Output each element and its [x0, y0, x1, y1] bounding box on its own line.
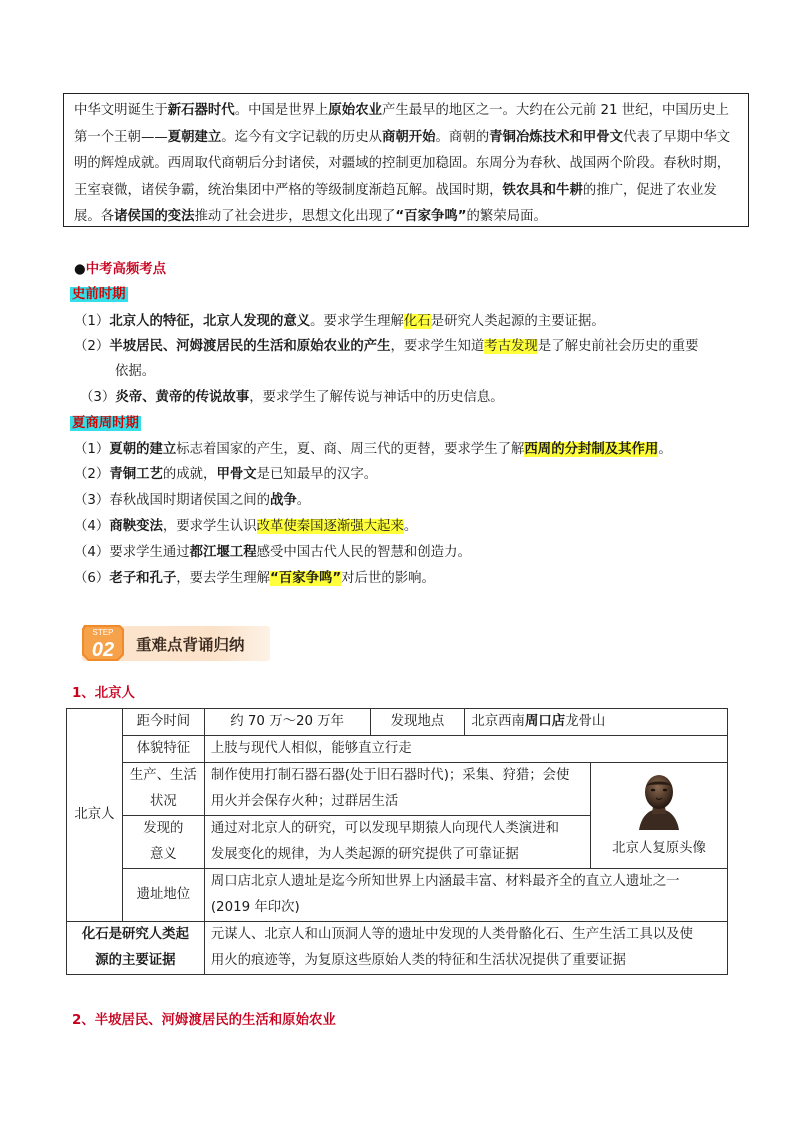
peking-man-table	[66, 708, 728, 975]
item-text: 对后世的影响。	[341, 571, 435, 586]
intro-text: 代表了早期中华文明的辉煌成就。西周取代商朝后分封诸侯，对疆域的控制更加稳固。东周分为春秋、战国两个阶段。春秋时期，王室衰微，诸侯争霸，统治集团中严格的等级制度渐趋瓦解。战国时期，	[74, 129, 731, 198]
table-row	[67, 709, 728, 736]
intro-bold: 诸侯国的变法	[114, 209, 195, 225]
intro-bold: 商朝开始	[381, 129, 436, 145]
list-item	[74, 310, 605, 329]
table-cell	[204, 763, 590, 816]
item-highlight: 化石	[403, 314, 431, 329]
cell-line: 发展变化的规律，为人类起源的研究提供了可靠证据	[210, 847, 519, 862]
exam-heading-text: 中考高频考点	[85, 262, 167, 277]
intro-text: 的繁荣局面。	[466, 209, 547, 225]
item-text: 。	[296, 493, 311, 508]
label-line: 源的主要证据	[95, 953, 176, 968]
item-bold: 甲骨文	[216, 467, 257, 482]
period-title: 夏商周时期	[72, 416, 139, 431]
label-line: 化石是研究人类起	[81, 927, 189, 942]
list-item	[74, 541, 471, 560]
item-bold: 战争	[270, 493, 297, 508]
cell-line: 元谋人、北京人和山顶洞人等的遗址中发现的人类骨骼化石、生产生活工具以及使	[210, 927, 693, 942]
table-cell-label: 遗址地位	[122, 869, 204, 922]
bullet-icon: ●	[74, 262, 86, 277]
table-cell	[465, 709, 728, 736]
item-number: （3）	[74, 493, 110, 508]
intro-bold: 新石器时代	[167, 103, 235, 118]
step-badge-icon	[80, 621, 126, 663]
list-item	[74, 489, 310, 508]
intro-text: 。中国是世界上	[234, 103, 329, 118]
cell-line: 制作使用打制石器石器(处于旧石器时代)；采集、狩猎；会使	[210, 768, 570, 783]
item-number: （4）	[74, 519, 110, 534]
location-bold: 周口店	[524, 714, 566, 729]
cell-line: 通过对北京人的研究，可以发现早期猿人向现代人类演进和	[210, 821, 559, 836]
exam-heading	[74, 258, 166, 277]
portrait-cell	[591, 763, 728, 869]
intro-bold: 原始农业	[328, 103, 382, 118]
intro-bold: 铁农具和牛耕	[502, 182, 583, 198]
list-item	[74, 335, 699, 354]
item-bold: 青铜工艺	[109, 467, 163, 482]
item-text: 。	[403, 519, 418, 534]
item-bold: 商鞅变法	[109, 519, 163, 534]
item-text: 。	[658, 442, 672, 457]
list-item	[74, 463, 377, 482]
item-bold: 都江堰工程	[189, 545, 257, 560]
intro-text: 产生最早的地区之一。大约在公元前 21 世纪，中国历史上第一个王朝——	[74, 103, 729, 145]
location-text: 龙骨山	[565, 714, 606, 729]
table-row	[67, 922, 728, 975]
item-bold: 炎帝、黄帝的传说故事	[115, 390, 250, 405]
list-item	[74, 567, 435, 586]
item-text: 依据。	[115, 364, 156, 379]
period-label-prehistory	[70, 283, 128, 302]
item-number: （1）	[74, 314, 110, 329]
item-text: 标志着国家的产生，夏、商、周三代的更替，要求学生了解	[176, 442, 525, 457]
section-heading-1: 1、北京人	[72, 686, 135, 701]
item-text: 春秋战国时期诸侯国之间的	[109, 493, 270, 508]
table-row	[67, 869, 728, 922]
item-highlight: 考古发现	[484, 339, 538, 354]
item-number: （2）	[74, 339, 110, 354]
item-number: （1）	[74, 442, 110, 457]
cell-line: 用火并会保存火种；过群居生活	[210, 794, 399, 809]
item-bold: 北京人的特征，北京人发现的意义	[109, 314, 311, 329]
list-item-continuation	[115, 360, 155, 379]
table-cell	[204, 922, 727, 975]
intro-text: 的推广，促进了农业发展。各	[74, 182, 717, 225]
item-highlight: 西周的分封制及其作用	[524, 442, 659, 457]
intro-text: 。商朝的	[435, 129, 490, 145]
section-heading-2: 2、半坡居民、河姆渡居民的生活和原始农业	[72, 1013, 336, 1028]
table-cell: 上肢与现代人相似，能够直立行走	[204, 736, 727, 763]
table-cell	[204, 869, 727, 922]
intro-text: 中华文明诞生于	[74, 103, 168, 118]
table-cell-label	[67, 922, 205, 975]
list-item	[74, 515, 417, 534]
list-item	[74, 438, 672, 457]
item-highlight: “百家争鸣”	[270, 571, 342, 586]
list-item	[80, 386, 504, 405]
item-text: 。要求学生理解	[310, 314, 404, 329]
item-number: （3）	[80, 390, 116, 405]
intro-text: 推动了社会进步，思想文化出现了	[194, 209, 396, 225]
cell-line: 周口店北京人遗址是迄今所知世界上内涵最丰富、材料最齐全的直立人遗址之一	[210, 874, 680, 889]
item-text: 要求学生通过	[109, 545, 190, 560]
label-line: 状况	[149, 794, 177, 809]
intro-bold: 青铜冶炼技术和甲骨文	[489, 129, 624, 145]
item-text: 是研究人类起源的主要证据。	[430, 314, 605, 329]
item-bold: 夏朝的建立	[109, 442, 177, 457]
item-text: ，要求学生认识	[162, 519, 257, 534]
item-text: ，要去学生理解	[176, 571, 270, 586]
cell-line: 用火的痕迹等，为复原这些原始人类的特征和生活状况提供了重要证据	[210, 953, 626, 968]
item-number: （2）	[74, 467, 110, 482]
table-cell: 约 70 万～20 万年	[204, 709, 370, 736]
period-title: 史前时期	[72, 287, 126, 302]
item-bold: 老子和孔子	[109, 571, 177, 586]
item-number: （6）	[74, 571, 110, 586]
table-cell	[204, 816, 590, 869]
label-line: 发现的	[143, 821, 184, 836]
intro-bold: 夏朝建立	[167, 129, 222, 145]
label-line: 意义	[149, 847, 177, 862]
item-text: 感受中国古代人民的智慧和创造力。	[256, 545, 471, 560]
item-text: 是了解史前社会历史的重要	[537, 339, 699, 354]
step-label: STEP	[92, 628, 114, 637]
item-text: 是已知最早的汉字。	[256, 467, 378, 482]
intro-text: 。迄今有文字记载的历史从	[221, 129, 382, 145]
cell-line: (2019 年印次)	[210, 900, 300, 915]
item-text: ，要求学生了解传说与神话中的历史信息。	[249, 390, 504, 405]
table-row	[67, 763, 728, 816]
location-text: 北京西南	[471, 714, 525, 729]
table-cell-label: 距今时间	[122, 709, 204, 736]
intro-summary-box	[63, 93, 749, 227]
label-line: 生产、生活	[129, 768, 197, 783]
item-text: ，要求学生知道	[390, 339, 485, 354]
item-text: 的成就，	[162, 467, 217, 482]
period-label-xsz	[70, 412, 141, 431]
step-number: 02	[91, 639, 115, 661]
intro-bold: “百家争鸣”	[395, 209, 467, 225]
item-number: （4）	[74, 545, 110, 560]
item-highlight: 改革使秦国逐渐强大起来	[256, 519, 404, 534]
step-title: 重难点背诵归纳	[136, 636, 245, 654]
table-cell-label: 发现地点	[370, 709, 465, 736]
item-bold: 半坡居民、河姆渡居民的生活和原始农业的产生	[109, 339, 391, 354]
portrait-caption: 北京人复原头像	[612, 840, 706, 856]
table-cell-label	[122, 816, 204, 869]
table-cell-label: 体貌特征	[122, 736, 204, 763]
table-row	[67, 736, 728, 763]
peking-man-bust-image	[631, 772, 687, 832]
table-cell-label	[122, 763, 204, 816]
row-header: 北京人	[67, 709, 123, 922]
